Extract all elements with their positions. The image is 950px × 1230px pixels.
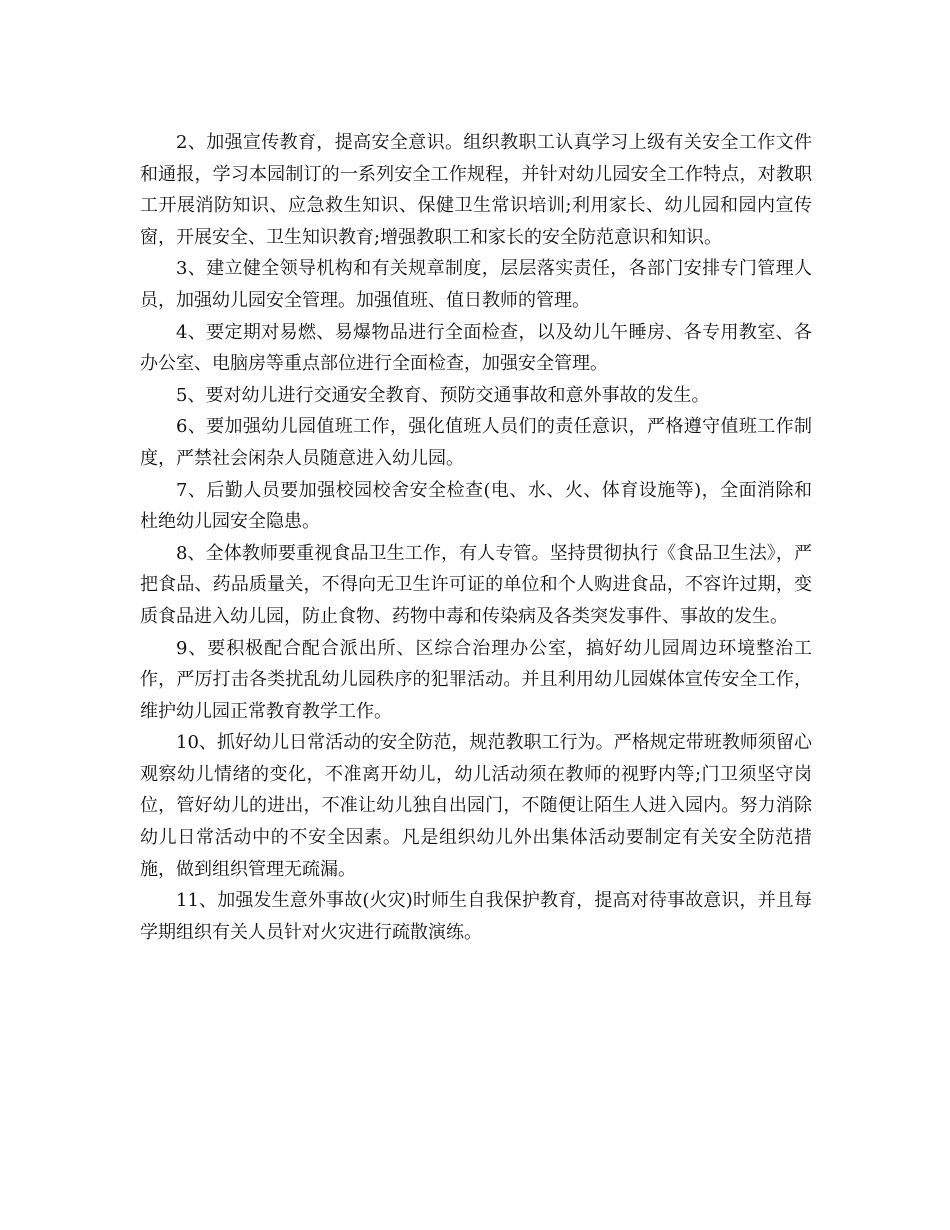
- paragraph-item-3: 3、建立健全领导机构和有关规章制度，层层落实责任，各部门安排专门管理人员，加强幼儿园安全管理。加强值班、值日教师的管理。: [140, 258, 812, 311]
- paragraph-item-4: 4、要定期对易燃、易爆物品进行全面检查，以及幼儿午睡房、各专用教室、各办公室、电脑房等重点部位进行全面检查，加强安全管理。: [140, 321, 812, 375]
- paragraph-item-2: 2、加强宣传教育，提高安全意识。组织教职工认真学习上级有关安全工作文件和通报，学习本园制订的一系列安全工作规程，并针对幼儿园安全工作特点，对教职工开展消防知识、应急救生知识、保健卫生常识培训;利用家长、幼儿园和园内宣传窗，开展安全、卫生知识教育;增强教职工和家长的安全防范意识和知识。: [140, 132, 812, 248]
- paragraph-item-11: 11、加强发生意外事故(火灾)时师生自我保护教育，提高对待事故意识，并且每学期组织有关人员针对火灾进行疏散演练。: [140, 890, 812, 943]
- paragraph-item-5: 5、要对幼儿进行交通安全教育、预防交通事故和意外事故的发生。: [176, 384, 710, 406]
- paragraph-item-6: 6、要加强幼儿园值班工作，强化值班人员们的责任意识，严格遵守值班工作制度，严禁社会闲杂人员随意进入幼儿园。: [140, 416, 812, 469]
- paragraph-item-8: 8、全体教师要重视食品卫生工作，有人专管。坚持贯彻执行《食品卫生法》，严把食品、药品质量关，不得向无卫生许可证的单位和个人购进食品，不容许过期，变质食品进入幼儿园，防止食物、药物中毒和传染病及各类突发事件、事故的发生。: [140, 542, 812, 627]
- paragraph-item-10: 10、抓好幼儿日常活动的安全防范，规范教职工行为。严格规定带班教师须留心观察幼儿情绪的变化，不准离开幼儿，幼儿活动须在教师的视野内等;门卫须坚守岗位，管好幼儿的进出，不准让幼儿独自出园门，不随便让陌生人进入园内。努力消除幼儿日常活动中的不安全因素。凡是组织幼儿外出集体活动要制定有关安全防范措施，做到组织管理无疏漏。: [140, 732, 812, 880]
- paragraph-item-9: 9、要积极配合配合派出所、区综合治理办公室，搞好幼儿园周边环境整治工作，严厉打击各类扰乱幼儿园秩序的犯罪活动。并且利用幼儿园媒体宣传安全工作，维护幼儿园正常教育教学工作。: [140, 637, 812, 722]
- document-body: [140, 127, 812, 948]
- paragraph-item-7: 7、后勤人员要加强校园校舍安全检查(电、水、火、体育设施等)，全面消除和杜绝幼儿园安全隐患。: [140, 479, 812, 533]
